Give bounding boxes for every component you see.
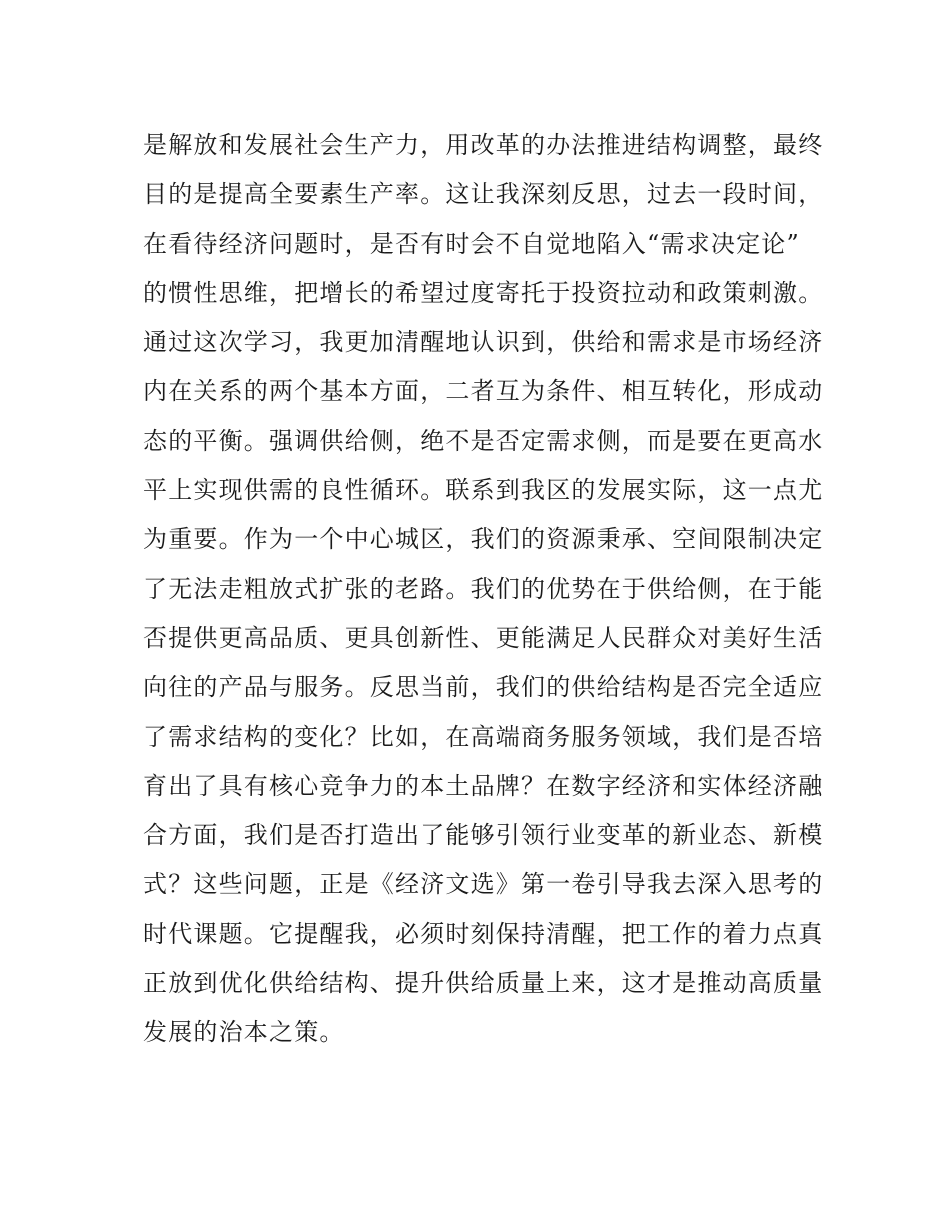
text-line: 内在关系的两个基本方面，二者互为条件、相互转化，形成动 xyxy=(143,377,824,406)
text-line: 合方面，我们是否打造出了能够引领行业变革的新业态、新模 xyxy=(143,821,824,850)
text-line: 平上实现供需的良性循环。联系到我区的发展实际，这一点尤 xyxy=(143,476,824,505)
text-line: 为重要。作为一个中心城区，我们的资源秉承、空间限制决定 xyxy=(143,525,824,554)
text-line: 通过这次学习，我更加清醒地认识到，供给和需求是市场经济 xyxy=(143,328,824,357)
text-line: 育出了具有核心竞争力的本土品牌？在数字经济和实体经济融 xyxy=(143,771,824,800)
text-line: 的惯性思维，把增长的希望过度寄托于投资拉动和政策刺激。 xyxy=(143,278,824,307)
text-line: 发展的治本之策。 xyxy=(143,1018,345,1047)
text-line: 正放到优化供给结构、提升供给质量上来，这才是推动高质量 xyxy=(143,969,824,998)
text-line: 了需求结构的变化？比如，在高端商务服务领域，我们是否培 xyxy=(143,722,824,751)
text-line: 式？这些问题，正是《经济文选》第一卷引导我去深入思考的 xyxy=(143,870,824,899)
text-line: 在看待经济问题时，是否有时会不自觉地陷入“需求决定论” xyxy=(143,229,800,258)
text-line: 时代课题。它提醒我，必须时刻保持清醒，把工作的着力点真 xyxy=(143,919,824,948)
text-line: 了无法走粗放式扩张的老路。我们的优势在于供给侧，在于能 xyxy=(143,574,824,603)
text-line: 态的平衡。强调供给侧，绝不是否定需求侧，而是要在更高水 xyxy=(143,426,824,455)
text-line: 否提供更高品质、更具创新性、更能满足人民群众对美好生活 xyxy=(143,623,824,652)
text-line: 目的是提高全要素生产率。这让我深刻反思，过去一段时间， xyxy=(143,180,824,209)
text-line: 向往的产品与服务。反思当前，我们的供给结构是否完全适应 xyxy=(143,673,824,702)
text-line: 是解放和发展社会生产力，用改革的办法推进结构调整，最终 xyxy=(143,131,824,159)
body-paragraph xyxy=(143,121,823,1058)
